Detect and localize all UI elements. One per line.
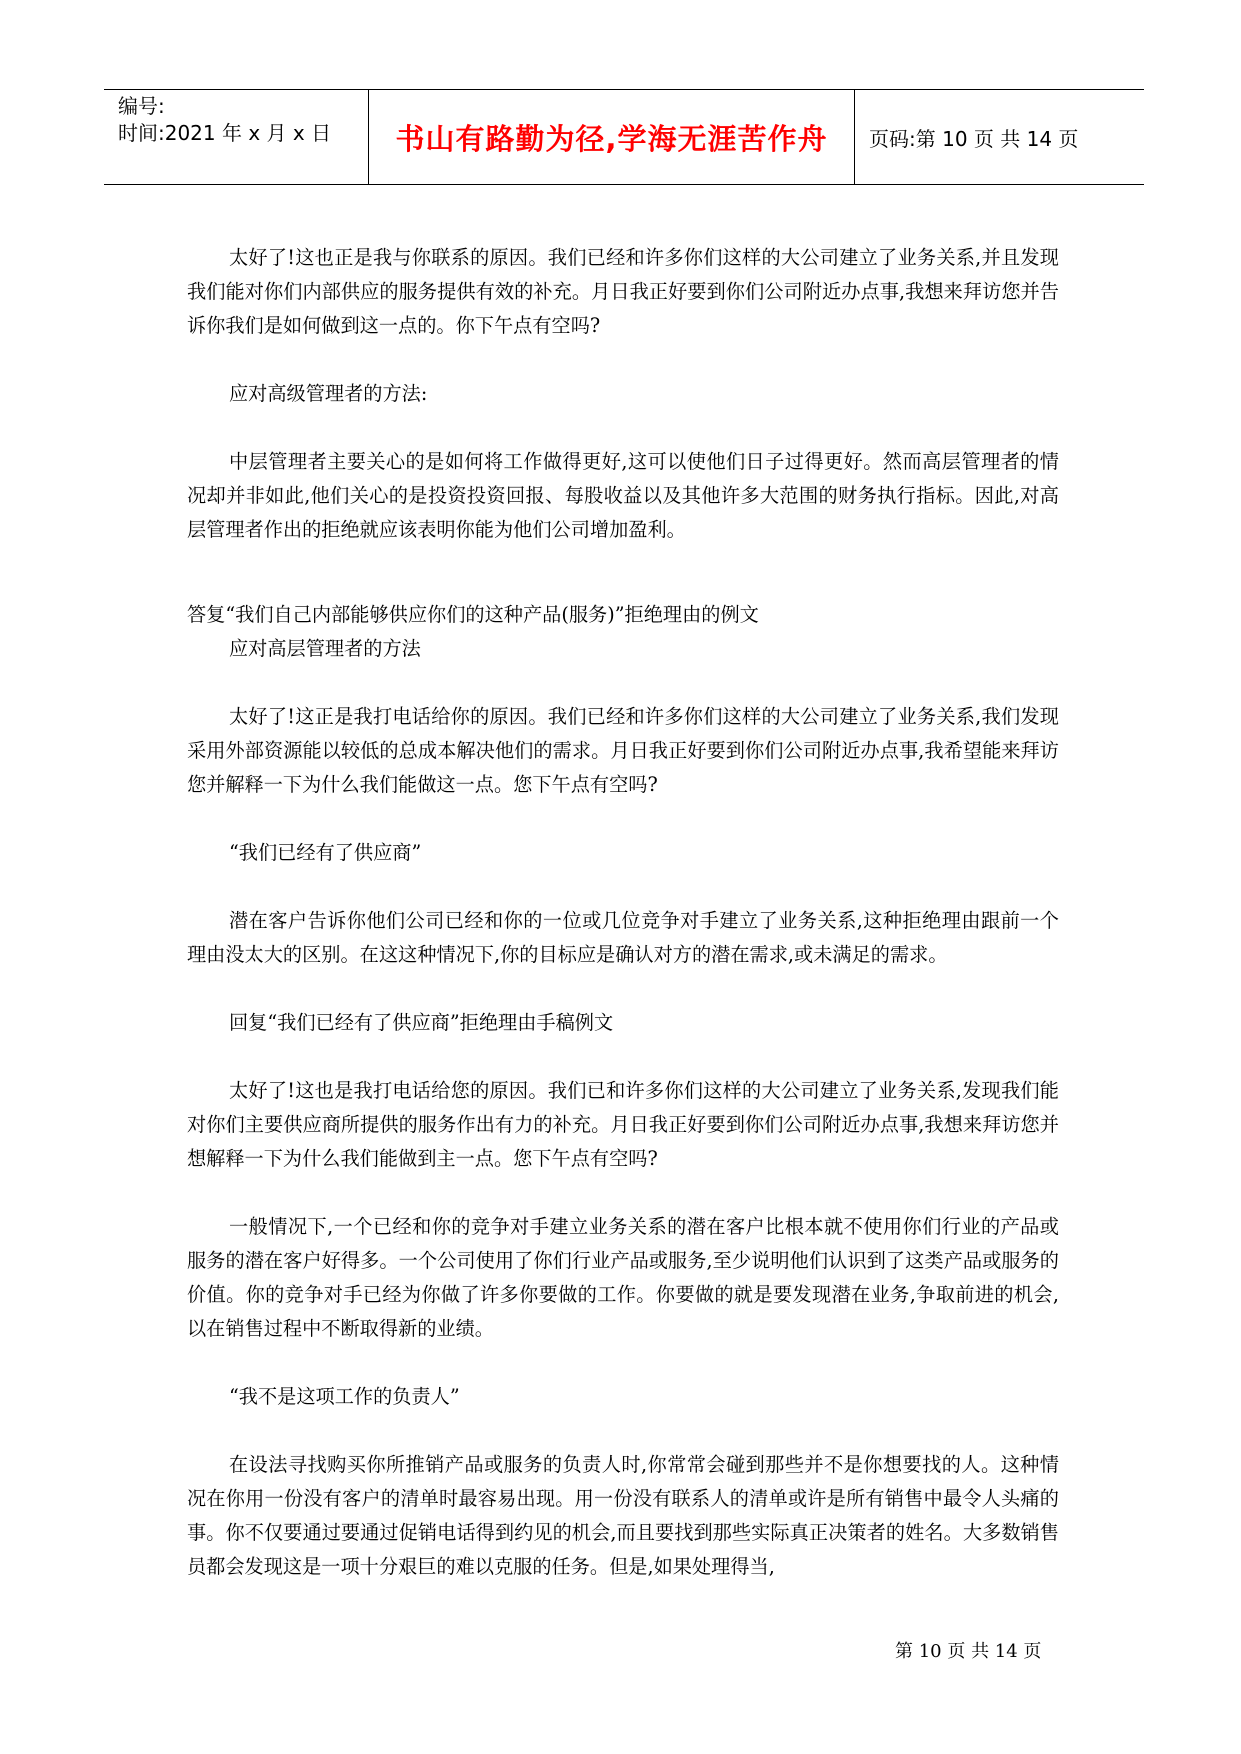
header-page-cell (855, 90, 1144, 184)
page-code: 页码:第 10 页 共 14 页 (869, 126, 1079, 151)
section-heading: 应对高级管理者的方法: (229, 382, 428, 405)
motto-text: 书山有路勤为径,学海无涯苦作舟 (395, 121, 828, 156)
time-label: 时间:2021 年 x 月 x 日 (118, 121, 332, 145)
section-heading: 应对高层管理者的方法 (229, 637, 421, 660)
document-header (104, 89, 1144, 185)
paragraph: 一般情况下,一个已经和你的竞争对手建立业务关系的潜在客户比根本就不使用你们行业的产品或服务的潜在客户好得多。一个公司使用了你们行业产品或服务,至少说明他们认识到了这类产品或服务的价值。你的竞争对手已经为你做了许多你要做的工作。你要做的就是要发现潜在业务,争取前进的机会,以在销售过程中不断取得新的业绩。 (187, 1215, 1059, 1340)
paragraph: 太好了!这也正是我与你联系的原因。我们已经和许多你们这样的大公司建立了业务关系,并且发现我们能对你们内部供应的服务提供有效的补充。月日我正好要到你们公司附近办点事,我想来拜访您并告诉你我们是如何做到这一点的。你下午点有空吗? (187, 246, 1059, 337)
header-meta-cell (104, 90, 369, 184)
section-heading: “我们已经有了供应商” (229, 841, 422, 864)
paragraph: 中层管理者主要关心的是如何将工作做得更好,这可以使他们日子过得更好。然而高层管理者的情况却并非如此,他们关心的是投资投资回报、每股收益以及其他许多大范围的财务执行指标。因此,对高层管理者作出的拒绝就应该表明你能为他们公司增加盈利。 (187, 450, 1059, 541)
paragraph: 太好了!这也是我打电话给您的原因。我们已和许多你们这样的大公司建立了业务关系,发现我们能对你们主要供应商所提供的服务作出有力的补充。月日我正好要到你们公司附近办点事,我想来拜访您并想解释一下为什么我们能做到主一点。您下午点有空吗? (187, 1079, 1059, 1170)
page-footer: 第 10 页 共 14 页 (895, 1641, 1042, 1662)
section-heading: 回复“我们已经有了供应商”拒绝理由手稿例文 (229, 1011, 614, 1034)
paragraph: 潜在客户告诉你他们公司已经和你的一位或几位竞争对手建立了业务关系,这种拒绝理由跟前一个理由没太大的区别。在这这种情况下,你的目标应是确认对方的潜在需求,或未满足的需求。 (187, 909, 1059, 966)
number-label: 编号: (118, 94, 165, 118)
paragraph: 在设法寻找购买你所推销产品或服务的负责人时,你常常会碰到那些并不是你想要找的人。这种情况在你用一份没有客户的清单时最容易出现。用一份没有联系人的清单或许是所有销售中最令人头痛的事。你不仅要通过要通过促销电话得到约见的机会,而且要找到那些实际真正决策者的姓名。大多数销售员都会发现这是一项十分艰巨的难以克服的任务。但是,如果处理得当, (187, 1453, 1059, 1578)
header-motto-cell (369, 90, 855, 184)
paragraph: 太好了!这正是我打电话给你的原因。我们已经和许多你们这样的大公司建立了业务关系,我们发现采用外部资源能以较低的总成本解决他们的需求。月日我正好要到你们公司附近办点事,我希望能来拜访您并解释一下为什么我们能做这一点。您下午点有空吗? (187, 705, 1059, 796)
example-heading: 答复“我们自己内部能够供应你们的这种产品(服务)”拒绝理由的例文 (187, 603, 759, 626)
section-heading: “我不是这项工作的负责人” (229, 1385, 460, 1408)
document-body (187, 241, 1059, 1584)
